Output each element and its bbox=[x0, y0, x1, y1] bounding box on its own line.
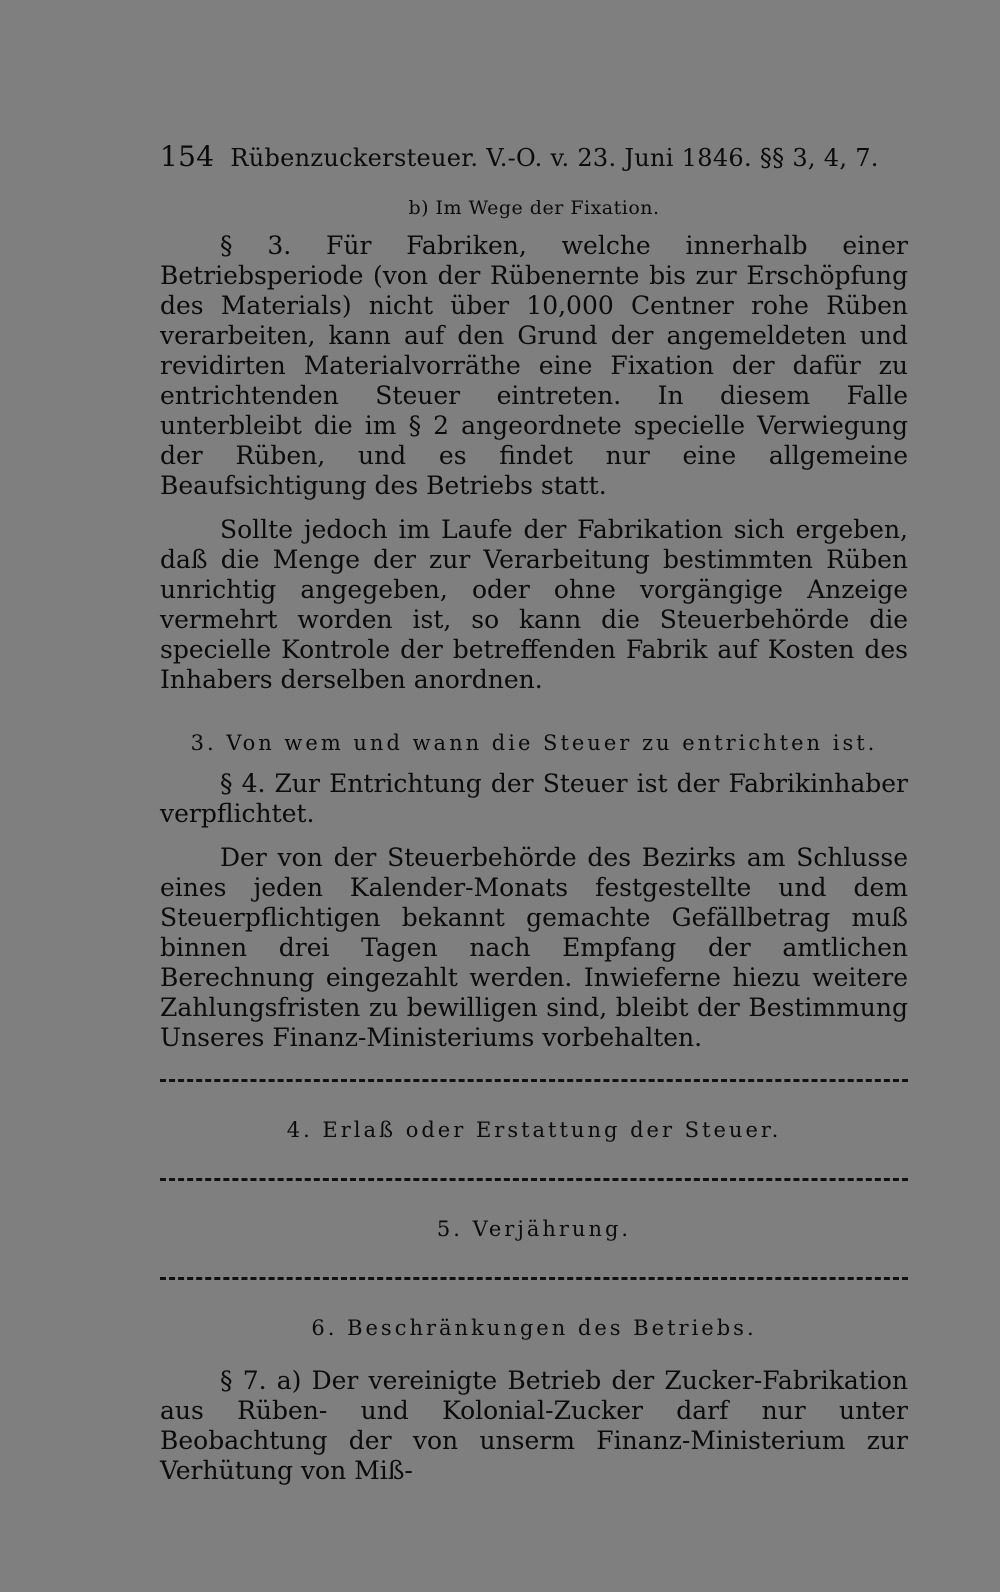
running-header bbox=[160, 140, 908, 173]
paragraph-section-3: § 3. Für Fabriken, welche innerhalb einer Betriebsperiode (von der Rübenernte bis zur Erschöpfung des Materials) nicht über 10,000 Centner rohe Rüben verarbeiten, kann auf den Grund der angemeldeten und revidirten Materialvorräthe eine Fixation der dafür zu entrichtenden Steuer eintreten. In diesem Falle unterbleibt die im § 2 angeordnete specielle Verwiegung der Rüben, und es findet nur eine allgemeine Beaufsichtigung des Betriebs statt. bbox=[160, 231, 908, 500]
section-title-4: 4. Erlaß oder Erstattung der Steuer. bbox=[286, 1118, 782, 1142]
spacer bbox=[160, 1340, 908, 1366]
spacer bbox=[160, 1241, 908, 1277]
spacer bbox=[160, 829, 908, 843]
subsection-title-fixation: b) Im Wege der Fixation. bbox=[408, 197, 660, 219]
section-title-5: 5. Verjährung. bbox=[436, 1217, 632, 1241]
spacer bbox=[160, 1142, 908, 1178]
paragraph-section-4: § 4. Zur Entrichtung der Steuer ist der Fabrikinhaber verpflichtet. bbox=[160, 769, 908, 828]
spacer bbox=[160, 695, 908, 731]
spacer bbox=[160, 1280, 908, 1316]
document-page bbox=[160, 140, 908, 1486]
spacer bbox=[160, 1053, 908, 1079]
section-title-3: 3. Von wem und wann die Steuer zu entrichten ist. bbox=[190, 731, 878, 755]
spacer bbox=[160, 1181, 908, 1217]
spacer bbox=[160, 755, 908, 769]
paragraph-section-4-continued: Der von der Steuerbehörde des Bezirks am Schlusse eines jeden Kalender-Monats festgestellte und dem Steuerpflichtigen bekannt gemachte Gefällbetrag muß binnen drei Tagen nach Empfang der amtlichen Berechnung eingezahlt werden. Inwieferne hiezu weitere Zahlungsfristen zu bewilligen sind, bleibt der Bestimmung Unseres Finanz-Ministeriums vorbehalten. bbox=[160, 843, 908, 1052]
spacer bbox=[160, 501, 908, 515]
section-title-6: 6. Beschränkungen des Betriebs. bbox=[311, 1316, 757, 1340]
paragraph-section-3-continued: Sollte jedoch im Laufe der Fabrikation sich ergeben, daß die Menge der zur Verarbeitung bestimmten Rüben unrichtig angegeben, oder ohne vorgängige Anzeige vermehrt worden ist, so kann die Steuerbehörde die specielle Kontrole der betreffenden Fabrik auf Kosten des Inhabers derselben anordnen. bbox=[160, 515, 908, 694]
paragraph-section-7: § 7. a) Der vereinigte Betrieb der Zucker-Fabrikation aus Rüben- und Kolonial-Zucker darf nur unter Beobachtung der von unserm Finanz-Ministerium zur Verhütung von Miß- bbox=[160, 1366, 908, 1485]
page-number: 154 bbox=[160, 140, 215, 173]
spacer bbox=[160, 1082, 908, 1118]
running-title: Rübenzuckersteuer. V.-O. v. 23. Juni 1846. §§ 3, 4, 7. bbox=[230, 144, 879, 172]
